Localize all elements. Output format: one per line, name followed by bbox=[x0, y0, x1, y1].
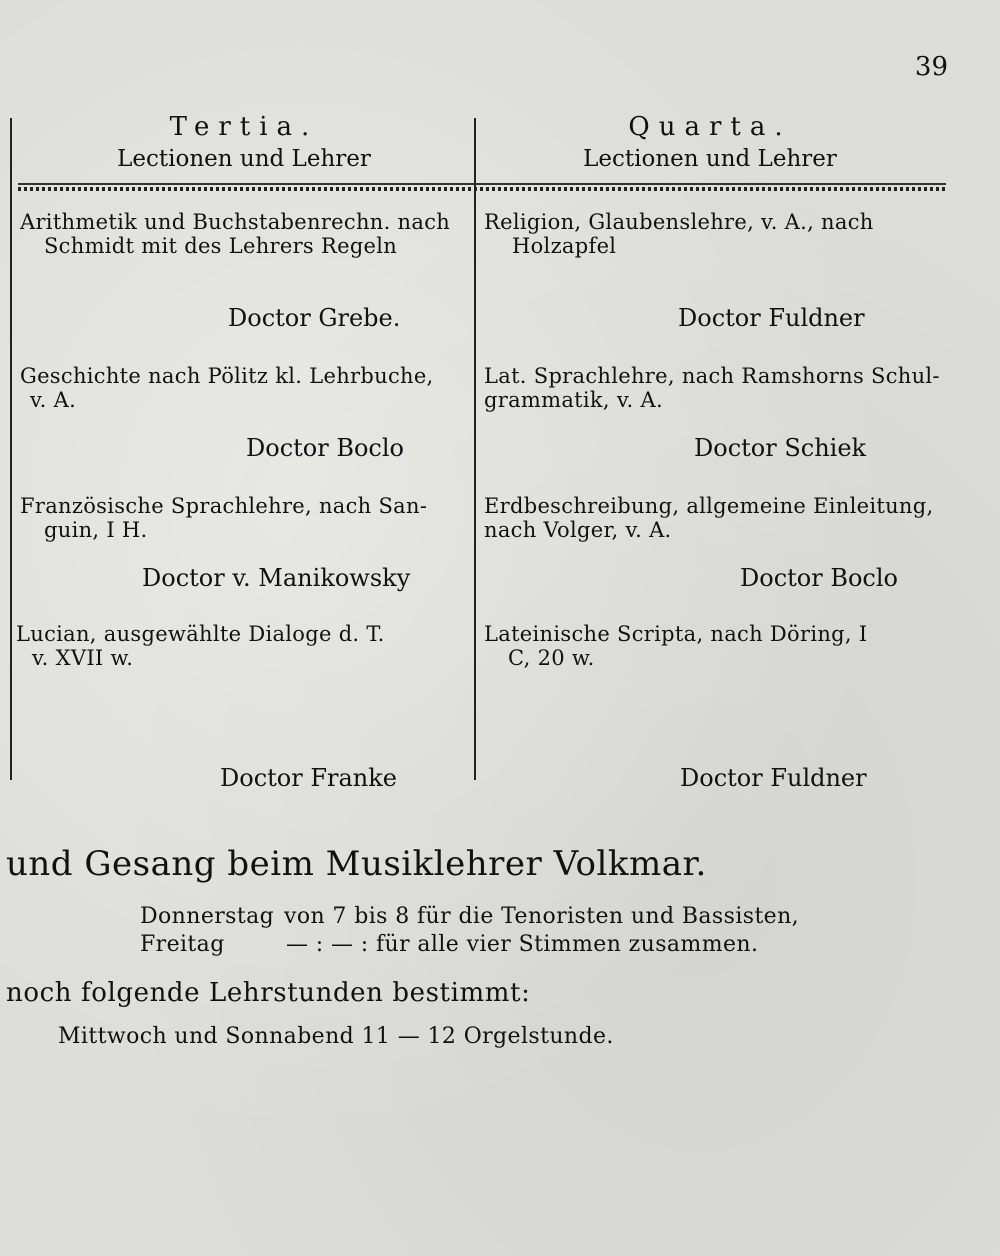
tertia-subtitle: Lectionen und Lehrer bbox=[117, 146, 371, 172]
tertia-entry-3-line-2: guin, I H. bbox=[44, 518, 148, 542]
tertia-entry-4-line-1: Lucian, ausgewählte Dialoge d. T. bbox=[16, 622, 385, 646]
quarta-entry-1-line-1: Religion, Glaubenslehre, v. A., nach bbox=[484, 210, 874, 234]
tertia-entry-2-teacher: Doctor Boclo bbox=[246, 434, 404, 462]
quarta-entry-4-line-1: Lateinische Scripta, nach Döring, I bbox=[484, 622, 868, 646]
quarta-entry-1-line-2: Holzapfel bbox=[512, 234, 617, 258]
quarta-entry-4-teacher: Doctor Fuldner bbox=[680, 764, 867, 792]
song-day-friday: Freitag bbox=[140, 932, 225, 957]
tertia-entry-3-line-1: Französische Sprachlehre, nach San- bbox=[20, 494, 428, 518]
tertia-entry-1-line-2: Schmidt mit des Lehrers Regeln bbox=[44, 234, 398, 258]
quarta-title: Quarta. bbox=[628, 112, 792, 142]
left-rule bbox=[10, 118, 12, 780]
quarta-entry-3-line-2: nach Volger, v. A. bbox=[484, 518, 672, 542]
tertia-entry-3-teacher: Doctor v. Manikowsky bbox=[142, 564, 411, 592]
tertia-entry-1-line-1: Arithmetik und Buchstabenrechn. nach bbox=[20, 210, 451, 234]
header-divider bbox=[18, 183, 946, 185]
header-wavy-rule bbox=[18, 184, 946, 194]
tertia-entry-4-teacher: Doctor Franke bbox=[220, 764, 397, 792]
quarta-entry-4-line-2: C, 20 w. bbox=[508, 646, 595, 670]
extra-line: Mittwoch und Sonnabend 11 — 12 Orgelstunde. bbox=[58, 1024, 614, 1049]
song-day-thursday: Donnerstag bbox=[140, 904, 275, 929]
tertia-entry-4-line-2: v. XVII w. bbox=[32, 646, 134, 670]
page-number: 39 bbox=[914, 52, 948, 82]
song-heading: und Gesang beim Musiklehrer Volkmar. bbox=[6, 844, 707, 884]
quarta-subtitle: Lectionen und Lehrer bbox=[583, 146, 837, 172]
song-text-thursday: von 7 bis 8 für die Tenoristen und Bassisten, bbox=[284, 904, 800, 929]
quarta-entry-2-teacher: Doctor Schiek bbox=[694, 434, 867, 462]
quarta-entry-2-line-1: Lat. Sprachlehre, nach Ramshorns Schul- bbox=[484, 364, 940, 388]
quarta-entry-2-line-2: grammatik, v. A. bbox=[484, 388, 663, 412]
tertia-title: Tertia. bbox=[169, 112, 319, 142]
tertia-entry-1-teacher: Doctor Grebe. bbox=[228, 304, 401, 332]
extra-heading: noch folgende Lehrstunden bestimmt: bbox=[6, 978, 531, 1008]
quarta-entry-3-teacher: Doctor Boclo bbox=[740, 564, 898, 592]
tertia-entry-2-line-1: Geschichte nach Pölitz kl. Lehrbuche, bbox=[20, 364, 434, 388]
center-rule bbox=[474, 118, 476, 780]
song-text-friday: — : — : für alle vier Stimmen zusammen. bbox=[286, 932, 759, 957]
tertia-entry-2-line-2: v. A. bbox=[30, 388, 77, 412]
quarta-entry-3-line-1: Erdbeschreibung, allgemeine Einleitung, bbox=[484, 494, 934, 518]
quarta-entry-1-teacher: Doctor Fuldner bbox=[678, 304, 865, 332]
